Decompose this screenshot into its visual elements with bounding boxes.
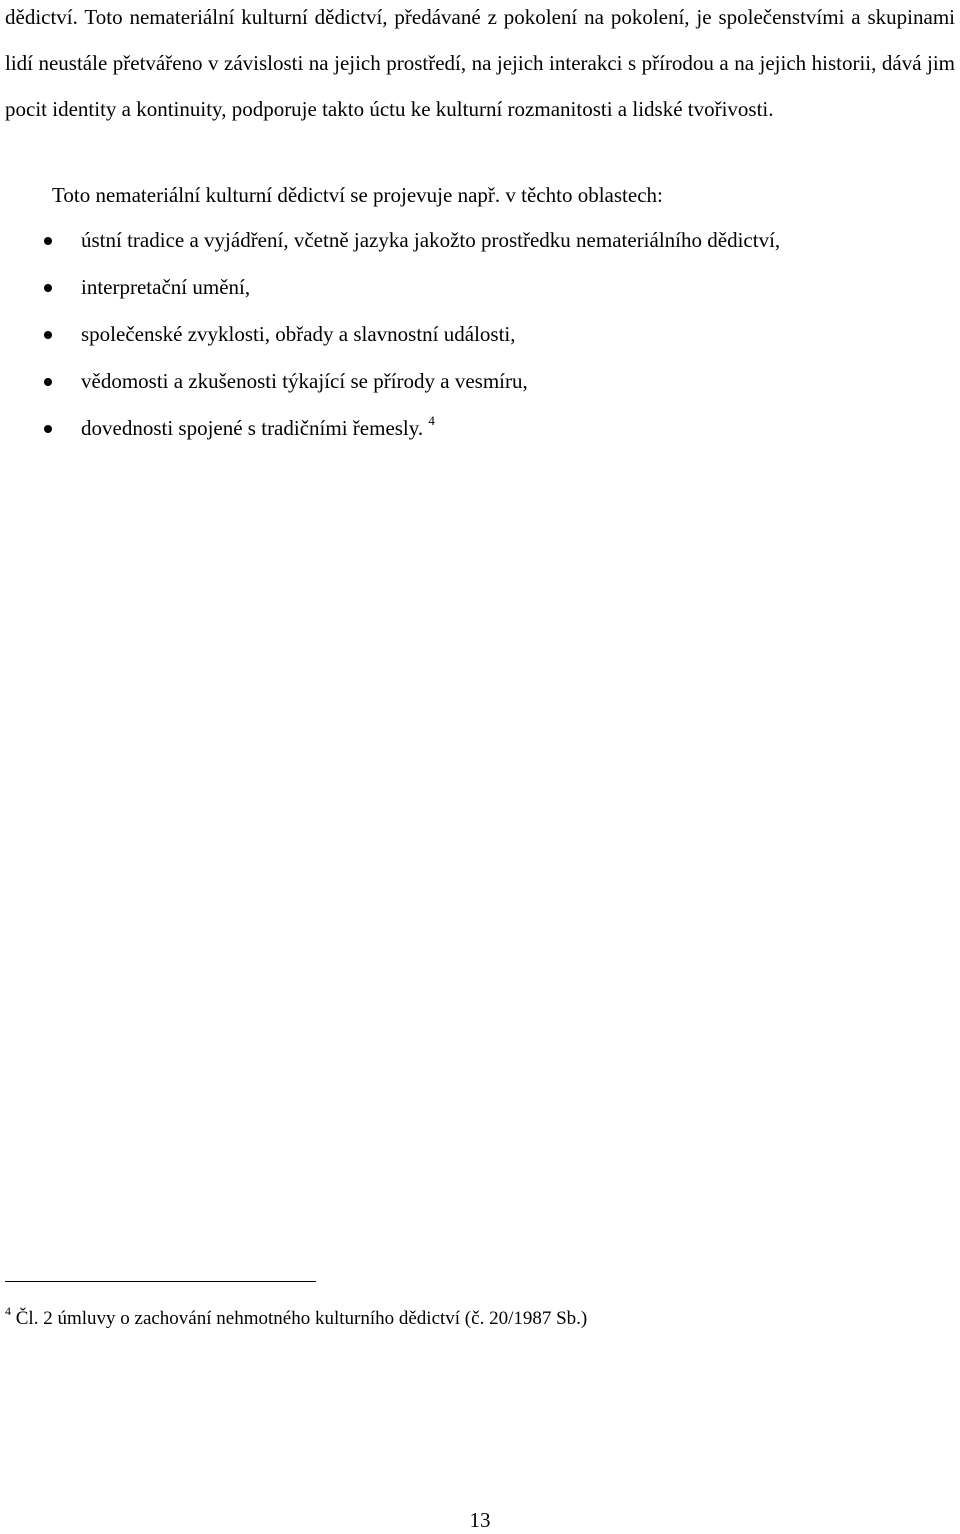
bullet-list: [0, 217, 960, 452]
intro-paragraph: Toto nemateriální kulturní dědictví se projevuje např. v těchto oblastech:: [52, 183, 663, 207]
list-item: [0, 217, 960, 264]
list-item-text: ústní tradice a vyjádření, včetně jazyka jakožto prostředku nemateriálního dědictví,: [81, 228, 781, 252]
list-item-text: [81, 405, 435, 451]
bullet-icon: [44, 284, 52, 292]
list-item-text: společenské zvyklosti, obřady a slavnostní události,: [81, 322, 516, 346]
body-paragraph: dědictví. Toto nemateriální kulturní dědictví, předávané z pokolení na pokolení, je společenstvími a skupinami lidí neustále přetvářeno v závislosti na jejich prostředí, na jejich interakci s přírodou a na jejich historii, dává jim pocit identity a kontinuity, podporuje takto úctu ke kulturní rozmanitosti a lidské tvořivosti.: [5, 5, 955, 121]
bullet-icon: [44, 331, 52, 339]
footnote-reference[interactable]: 4: [428, 413, 435, 428]
list-item-text: vědomosti a zkušenosti týkající se přírody a vesmíru,: [81, 369, 528, 393]
bullet-icon: [44, 425, 52, 433]
list-item: [0, 264, 960, 311]
footnote-text: Čl. 2 úmluvy o zachování nehmotného kulturního dědictví (č. 20/1987 Sb.): [15, 1308, 588, 1329]
footnote: [5, 1305, 587, 1333]
footnote-separator: [5, 1281, 316, 1282]
list-item: [0, 311, 960, 358]
list-item: [0, 358, 960, 405]
list-item: [0, 405, 960, 452]
page-number: 13: [469, 1508, 491, 1532]
bullet-icon: [44, 237, 52, 245]
footnote-number: 4: [5, 1304, 11, 1318]
bullet-icon: [44, 378, 52, 386]
list-item-label: dovednosti spojené s tradičními řemesly.: [81, 416, 424, 440]
list-item-text: interpretační umění,: [81, 275, 251, 299]
